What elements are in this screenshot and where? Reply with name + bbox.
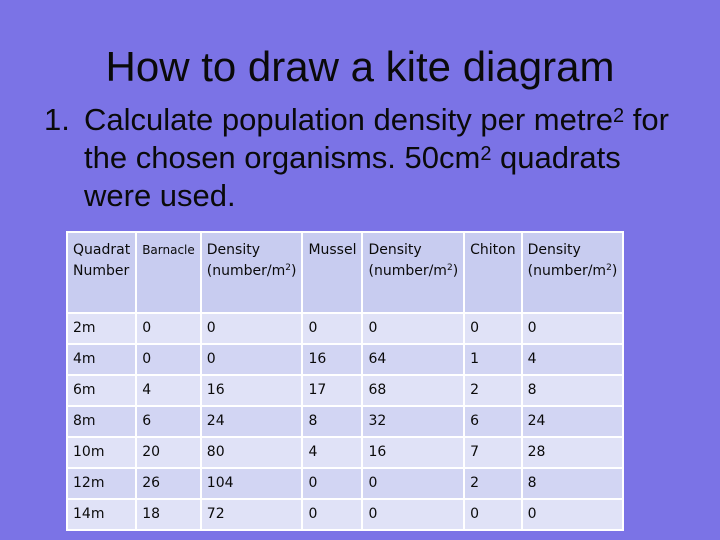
header-superscript: 2 [285, 263, 291, 273]
table-cell: 8 [302, 406, 362, 437]
header-close: ) [452, 263, 459, 279]
table-cell: 0 [464, 313, 521, 344]
table-cell: 0 [522, 313, 624, 344]
step-superscript-1: 2 [613, 105, 625, 127]
table-cell: 0 [464, 499, 521, 530]
table-row [67, 375, 623, 406]
header-label: Density (number/m [527, 242, 607, 279]
density-table [66, 231, 624, 531]
table-cell: 24 [522, 406, 624, 437]
step-superscript-2: 2 [480, 143, 492, 165]
header-label: Barnacle [142, 243, 195, 257]
table-cell: 28 [522, 437, 624, 468]
table-cell: 24 [201, 406, 303, 437]
table-cell: 0 [136, 344, 201, 375]
table-row [67, 499, 623, 530]
table-cell: 12m [67, 468, 136, 499]
step-text-part2: for the chosen organisms. 50cm [84, 102, 669, 175]
header-superscript: 2 [446, 263, 453, 273]
table-cell: 0 [201, 344, 303, 375]
table-row [67, 313, 623, 344]
slide-title: How to draw a kite diagram [105, 43, 615, 90]
table-row [67, 344, 623, 375]
table-cell: 104 [201, 468, 303, 499]
table-cell: 0 [522, 499, 624, 530]
step-text-part1: Calculate population density per metre [84, 102, 614, 137]
header-label: Quadrat Number [73, 242, 131, 279]
header-cell [67, 232, 136, 313]
step-number: 1. [44, 102, 70, 137]
header-close: ) [290, 263, 297, 279]
table-cell: 10m [67, 437, 136, 468]
table-cell: 0 [362, 499, 464, 530]
table-cell: 32 [362, 406, 464, 437]
table-cell: 16 [362, 437, 464, 468]
header-superscript: 2 [606, 263, 612, 273]
table-cell: 2 [464, 468, 521, 499]
table-cell: 16 [302, 344, 362, 375]
table-cell: 8 [522, 468, 624, 499]
table-cell: 8 [522, 375, 624, 406]
table-cell: 4m [67, 344, 136, 375]
table-cell: 68 [362, 375, 464, 406]
table-cell: 0 [362, 313, 464, 344]
header-label: Density (number/m [368, 242, 447, 279]
header-cell [201, 232, 303, 313]
table-cell: 8m [67, 406, 136, 437]
table-cell: 7 [464, 437, 521, 468]
table-cell: 6 [464, 406, 521, 437]
table-cell: 2 [464, 375, 521, 406]
table-cell: 4 [136, 375, 201, 406]
table-cell: 2m [67, 313, 136, 344]
table-cell: 72 [201, 499, 303, 530]
table-cell: 14m [67, 499, 136, 530]
table-row [67, 468, 623, 499]
table-cell: 18 [136, 499, 201, 530]
table-row [67, 437, 623, 468]
table-cell: 4 [302, 437, 362, 468]
header-label: Density (number/m [206, 242, 286, 279]
table-cell: 64 [362, 344, 464, 375]
step-text-part3: quadrats were used. [84, 140, 621, 213]
table-cell: 26 [136, 468, 201, 499]
header-cell [522, 232, 624, 313]
table-cell: 0 [302, 499, 362, 530]
table-cell: 6 [136, 406, 201, 437]
table-row [67, 406, 623, 437]
header-close: ) [611, 263, 618, 279]
header-cell [302, 232, 362, 313]
table-cell: 4 [522, 344, 624, 375]
header-label: Mussel [308, 242, 357, 258]
header-cell [464, 232, 521, 313]
table-header-row [67, 232, 623, 313]
table-cell: 0 [302, 468, 362, 499]
table-cell: 1 [464, 344, 521, 375]
table-cell: 0 [136, 313, 201, 344]
table-cell: 0 [201, 313, 303, 344]
header-cell [136, 232, 201, 313]
table-cell: 0 [302, 313, 362, 344]
table-cell: 16 [201, 375, 303, 406]
header-cell [362, 232, 464, 313]
header-label: Chiton [470, 242, 516, 258]
table-cell: 20 [136, 437, 201, 468]
table-cell: 17 [302, 375, 362, 406]
step-text [84, 101, 684, 215]
table-cell: 6m [67, 375, 136, 406]
table-cell: 80 [201, 437, 303, 468]
table-cell: 0 [362, 468, 464, 499]
